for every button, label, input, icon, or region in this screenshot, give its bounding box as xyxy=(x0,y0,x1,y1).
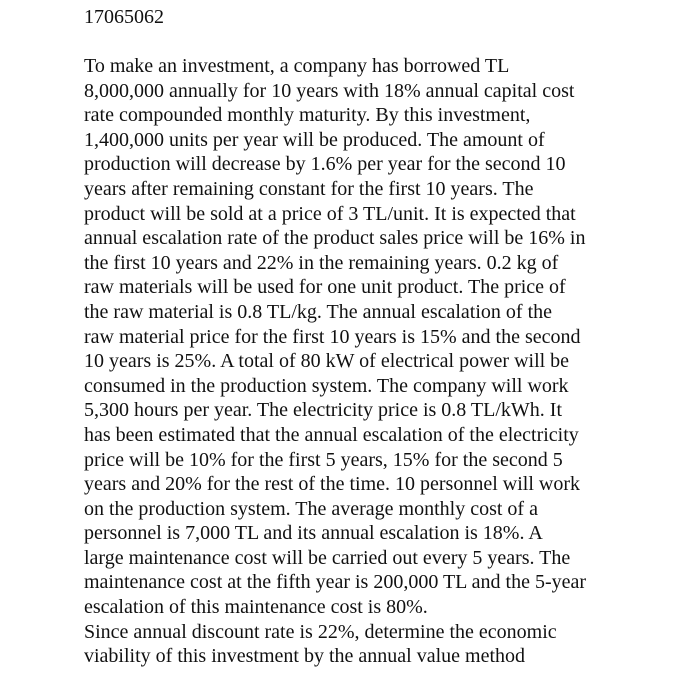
problem-line: 8,000,000 annually for 10 years with 18% annual capital cost xyxy=(84,79,575,102)
problem-line: large maintenance cost will be carried out every 5 years. The xyxy=(84,546,571,569)
problem-line: Since annual discount rate is 22%, determine the economic xyxy=(84,620,557,643)
problem-line: viability of this investment by the annual value method xyxy=(84,645,526,668)
problem-line: production will decrease by 1.6% per year for the second 10 xyxy=(84,153,566,176)
problem-line: raw material price for the first 10 years is 15% and the second xyxy=(84,325,581,348)
problem-line: annual escalation rate of the product sales price will be 16% in xyxy=(84,227,586,250)
problem-line: product will be sold at a price of 3 TL/unit. It is expected that xyxy=(84,202,576,225)
document-id: 17065062 xyxy=(84,6,164,28)
problem-line: To make an investment, a company has borrowed TL xyxy=(84,55,510,77)
problem-line: 10 years is 25%. A total of 80 kW of electrical power will be xyxy=(84,350,570,373)
problem-line: raw materials will be used for one unit product. The price of xyxy=(84,276,566,299)
problem-line: rate compounded monthly maturity. By this investment, xyxy=(84,104,531,127)
problem-line: personnel is 7,000 TL and its annual escalation is 18%. A xyxy=(84,522,543,545)
problem-line: 5,300 hours per year. The electricity price is 0.8 TL/kWh. It xyxy=(84,399,563,422)
problem-line: escalation of this maintenance cost is 80%. xyxy=(84,596,428,619)
problem-line: on the production system. The average monthly cost of a xyxy=(84,497,538,520)
problem-line: maintenance cost at the fifth year is 200,000 TL and the 5-year xyxy=(84,571,587,594)
problem-line: the raw material is 0.8 TL/kg. The annual escalation of the xyxy=(84,300,552,323)
problem-line: consumed in the production system. The company will work xyxy=(84,374,569,397)
problem-line: 1,400,000 units per year will be produced. The amount of xyxy=(84,128,545,151)
problem-line: years after remaining constant for the first 10 years. The xyxy=(84,177,534,200)
problem-line: the first 10 years and 22% in the remaining years. 0.2 kg of xyxy=(84,251,559,274)
problem-line: has been estimated that the annual escalation of the electricity xyxy=(84,423,579,446)
problem-text xyxy=(84,54,700,669)
problem-line: price will be 10% for the first 5 years, 15% for the second 5 xyxy=(84,448,563,471)
problem-line: years and 20% for the rest of the time. 10 personnel will work xyxy=(84,473,580,496)
